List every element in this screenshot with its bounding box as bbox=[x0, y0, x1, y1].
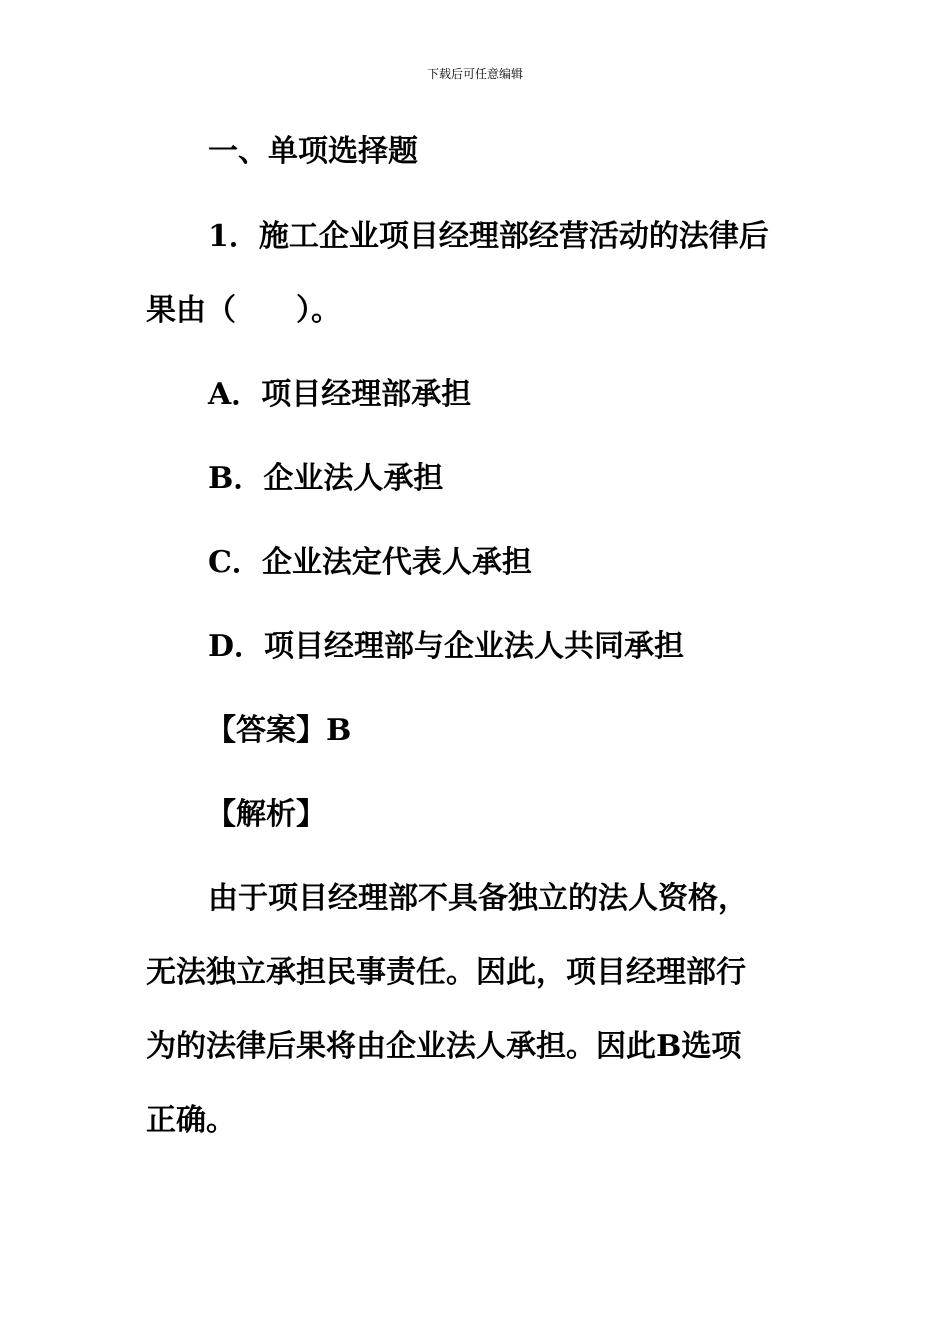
question-line-1: 1．施工企业项目经理部经营活动的法律后 bbox=[208, 219, 769, 254]
analysis-line-3: 为的法律后果将由企业法人承担。因此B选项 bbox=[146, 1029, 742, 1064]
analysis-label: 【解析】 bbox=[206, 797, 326, 832]
question-line-2: 果由（ ）。 bbox=[146, 293, 341, 328]
option-b: B．企业法人承担 bbox=[208, 461, 444, 496]
option-d: D．项目经理部与企业法人共同承担 bbox=[208, 629, 685, 664]
option-a: A．项目经理部承担 bbox=[208, 377, 472, 412]
answer-line: 【答案】B bbox=[206, 713, 352, 748]
section-title: 一、单项选择题 bbox=[208, 134, 418, 169]
header-note: 下载后可任意编辑 bbox=[426, 67, 523, 81]
analysis-line-4: 正确。 bbox=[146, 1103, 236, 1138]
analysis-line-1: 由于项目经理部不具备独立的法人资格， bbox=[208, 881, 748, 916]
analysis-line-2: 无法独立承担民事责任。因此，项目经理部行 bbox=[146, 955, 746, 990]
option-c: C．企业法定代表人承担 bbox=[208, 545, 532, 580]
